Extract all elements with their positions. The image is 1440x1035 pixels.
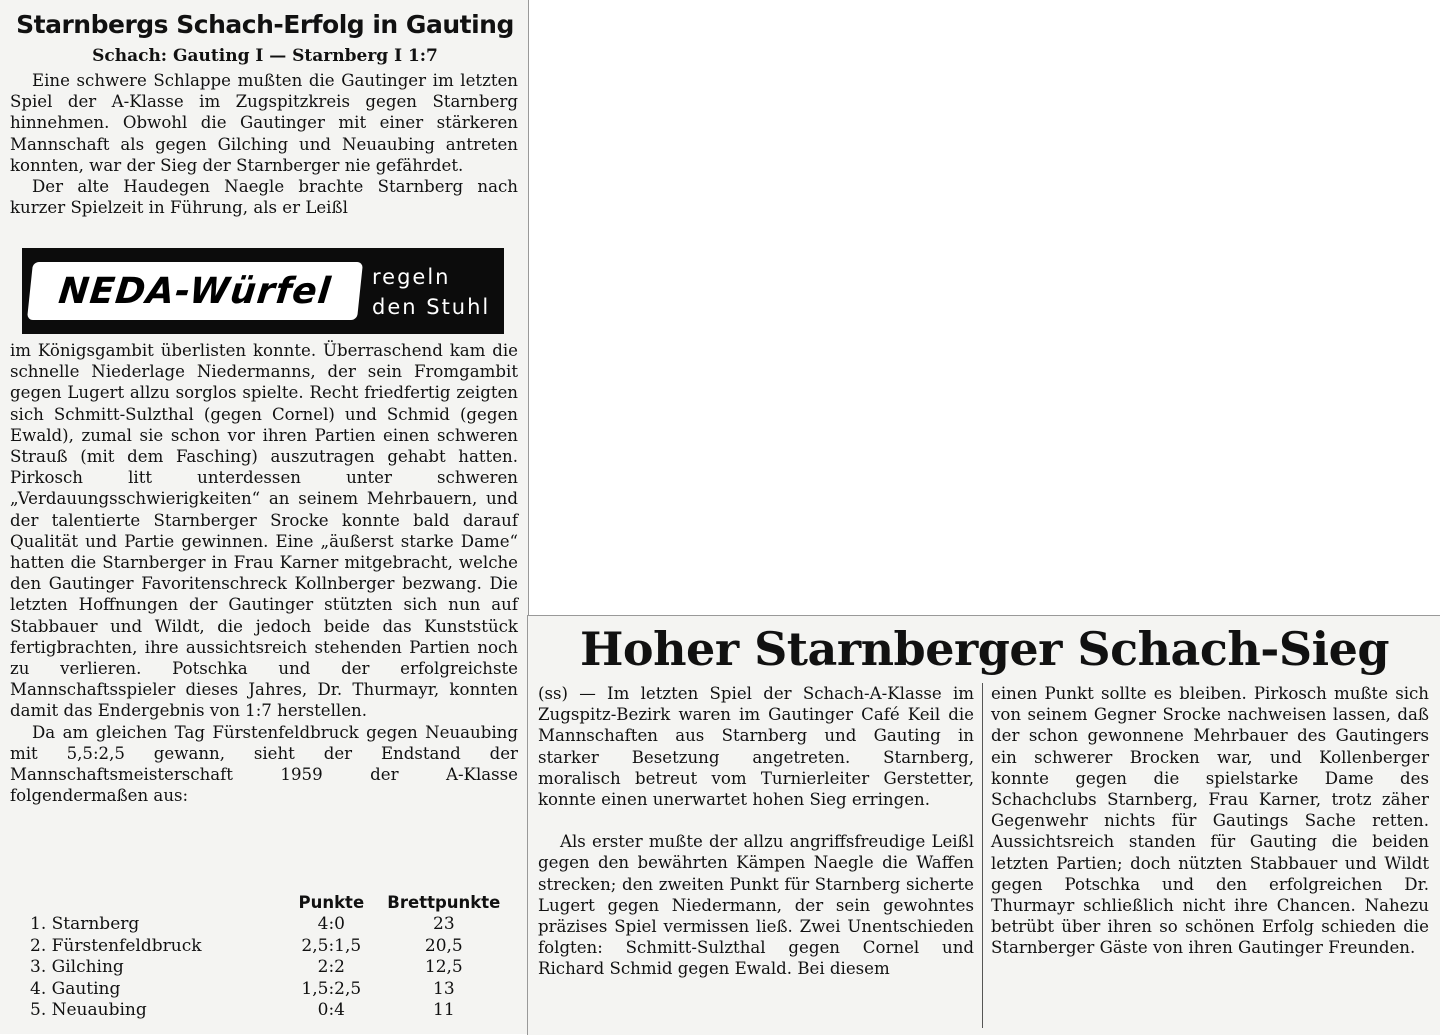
team-punkte: 2:2	[317, 957, 345, 977]
team-brettpunkte: 23	[433, 914, 455, 934]
standings-header-brettpunkte: Brettpunkte	[387, 893, 501, 912]
ad-slogan-line-1: regeln	[372, 265, 451, 289]
team-punkte: 4:0	[317, 914, 345, 934]
team-brettpunkte: 20,5	[424, 935, 463, 956]
left-subheadline: Schach: Gauting I — Starnberg I 1:7	[92, 46, 438, 66]
ad-slogan-line-2: den Stuhl	[372, 295, 491, 319]
left-intro-paragraph-2: Der alte Haudegen Naegle brachte Starnberg nach kurzer Spielzeit in Führung, als er Leißl	[10, 177, 518, 218]
right-headline: Hoher Starnberger Schach-Sieg	[579, 622, 1390, 676]
team-punkte: 2,5:1,5	[301, 935, 362, 956]
standings-header-row	[30, 893, 515, 914]
ad-slogan	[372, 262, 502, 322]
standings-header-team	[30, 893, 290, 914]
left-intro	[10, 70, 518, 218]
right-col2-paragraph-1: einen Punkt sollte es bleiben. Pirkosch mußte sich von seinem Gegner Srocke nachweisen lassen, daß der schon gewonnene Mehrbauer des Gautingers ein schwerer Brocken war, und Kollenberger konnte gegen die spielstarke Dame des Schachclubs Starnberg, Frau Karner, trotz zäher Gegenwehr nichts für Gautings Sache retten. Aussichtsreich standen für Gauting die beiden letzten Partien; doch nützten Stabbauer und Wildt gegen Potschka und den erfolgreichen Dr. Thurmayr schließlich nicht ihre Chancen. Nahezu betrübt über ihren so schönen Erfolg schieden die Starnberger Gäste von ihren Gautinger Freunden.	[991, 684, 1429, 958]
team-name: 1. Starnberg	[30, 914, 140, 934]
left-continued	[10, 340, 518, 806]
left-continued-paragraph-2: Da am gleichen Tag Fürstenfeldbruck gegen Neuaubing mit 5,5:2,5 gewann, sieht der Endstand der Mannschaftsmeisterschaft 1959 der A-Klasse folgendermaßen aus:	[10, 722, 518, 806]
left-continued-paragraph-1: im Königsgambit überlisten konnte. Überraschend kam die schnelle Niederlage Niedermanns, der sein Fromgambit gegen Lugert allzu sorglos spielte. Recht friedfertig zeigten sich Schmitt-Sulzthal (gegen Cornel) und Schmid (gegen Ewald), zumal sie schon vor ihren Partien einen schweren Strauß (mit dem Fasching) auszutragen gehabt hatten. Pirkosch litt unterdessen unter schweren „Verdauungsschwierigkeiten“ an seinem Mehrbauern, und der talentierte Starnberger Srocke konnte bald darauf Qualität und Partie gewinnen. Eine „äußerst starke Dame“ hatten die Starnberger in Frau Karner mitgebracht, welche den Gautinger Favoritenschreck Kollnberger bezwang. Die letzten Hoffnungen der Gautinger stützten sich nun auf Stabbauer und Wildt, die jedoch beide das Kunststück fertigbrachten, ihre aussichtsreich stehenden Partien noch zu verlieren. Potschka und der erfolgreichste Mannschaftsspieler dieses Jahres, Dr. Thurmayr, konnten damit das Endergebnis von 1:7 herstellen.	[10, 341, 518, 721]
right-col1-paragraph-1: (ss) — Im letzten Spiel der Schach-A-Klasse im Zugspitz-Bezirk waren im Gautinger Café Keil die Mannschaften aus Starnberg und Gauting in starker Besetzung angetreten. Starnberg, moralisch betreut vom Turnierleiter Gerstetter, konnte einen unerwartet hohen Sieg erringen.	[538, 684, 974, 810]
left-headline: Starnbergs Schach-Erfolg in Gauting	[16, 10, 514, 39]
team-brettpunkte: 11	[433, 1000, 455, 1020]
team-punkte: 0:4	[317, 1000, 345, 1020]
neda-logo: NEDA-Würfel	[27, 262, 363, 320]
table-row	[30, 979, 515, 1001]
right-column-2	[991, 683, 1429, 980]
right-column-1	[538, 683, 974, 1001]
right-clipping	[527, 615, 1440, 1035]
table-row	[30, 936, 515, 958]
left-intro-paragraph-1: Eine schwere Schlappe mußten die Gautinger im letzten Spiel der A-Klasse im Zugspitzkreis gegen Starnberg hinnehmen. Obwohl die Gautinger mit einer stärkeren Mannschaft als gegen Gilching und Neuaubing antreten konnten, war der Sieg der Starnberger nie gefährdet.	[10, 71, 518, 175]
column-divider	[982, 683, 983, 1028]
left-clipping	[0, 0, 529, 1034]
standings-table	[30, 893, 515, 1022]
team-name: 3. Gilching	[30, 957, 124, 977]
team-brettpunkte: 13	[433, 978, 455, 999]
team-name: 5. Neuaubing	[30, 1000, 147, 1020]
team-name: 2. Fürstenfeldbruck	[30, 935, 202, 956]
team-name: 4. Gauting	[30, 978, 121, 999]
table-row	[30, 957, 515, 979]
team-brettpunkte: 12,5	[424, 957, 463, 977]
table-row	[30, 914, 515, 936]
team-punkte: 1,5:2,5	[301, 978, 362, 999]
table-row	[30, 1000, 515, 1022]
right-col1-paragraph-2: Als erster mußte der allzu angriffsfreudige Leißl gegen den bewährten Kämpen Naegle die Waffen strecken; den zweiten Punkt für Starnberg sicherte Lugert gegen Niedermann, der sein gewohntes präzises Spiel vermissen ließ. Zwei Unentschieden folgten: Schmitt-Sulzthal gegen Cornel und Richard Schmid gegen Ewald. Bei diesem	[538, 832, 974, 979]
standings-header-punkte: Punkte	[298, 893, 365, 912]
neda-advertisement	[22, 248, 504, 334]
